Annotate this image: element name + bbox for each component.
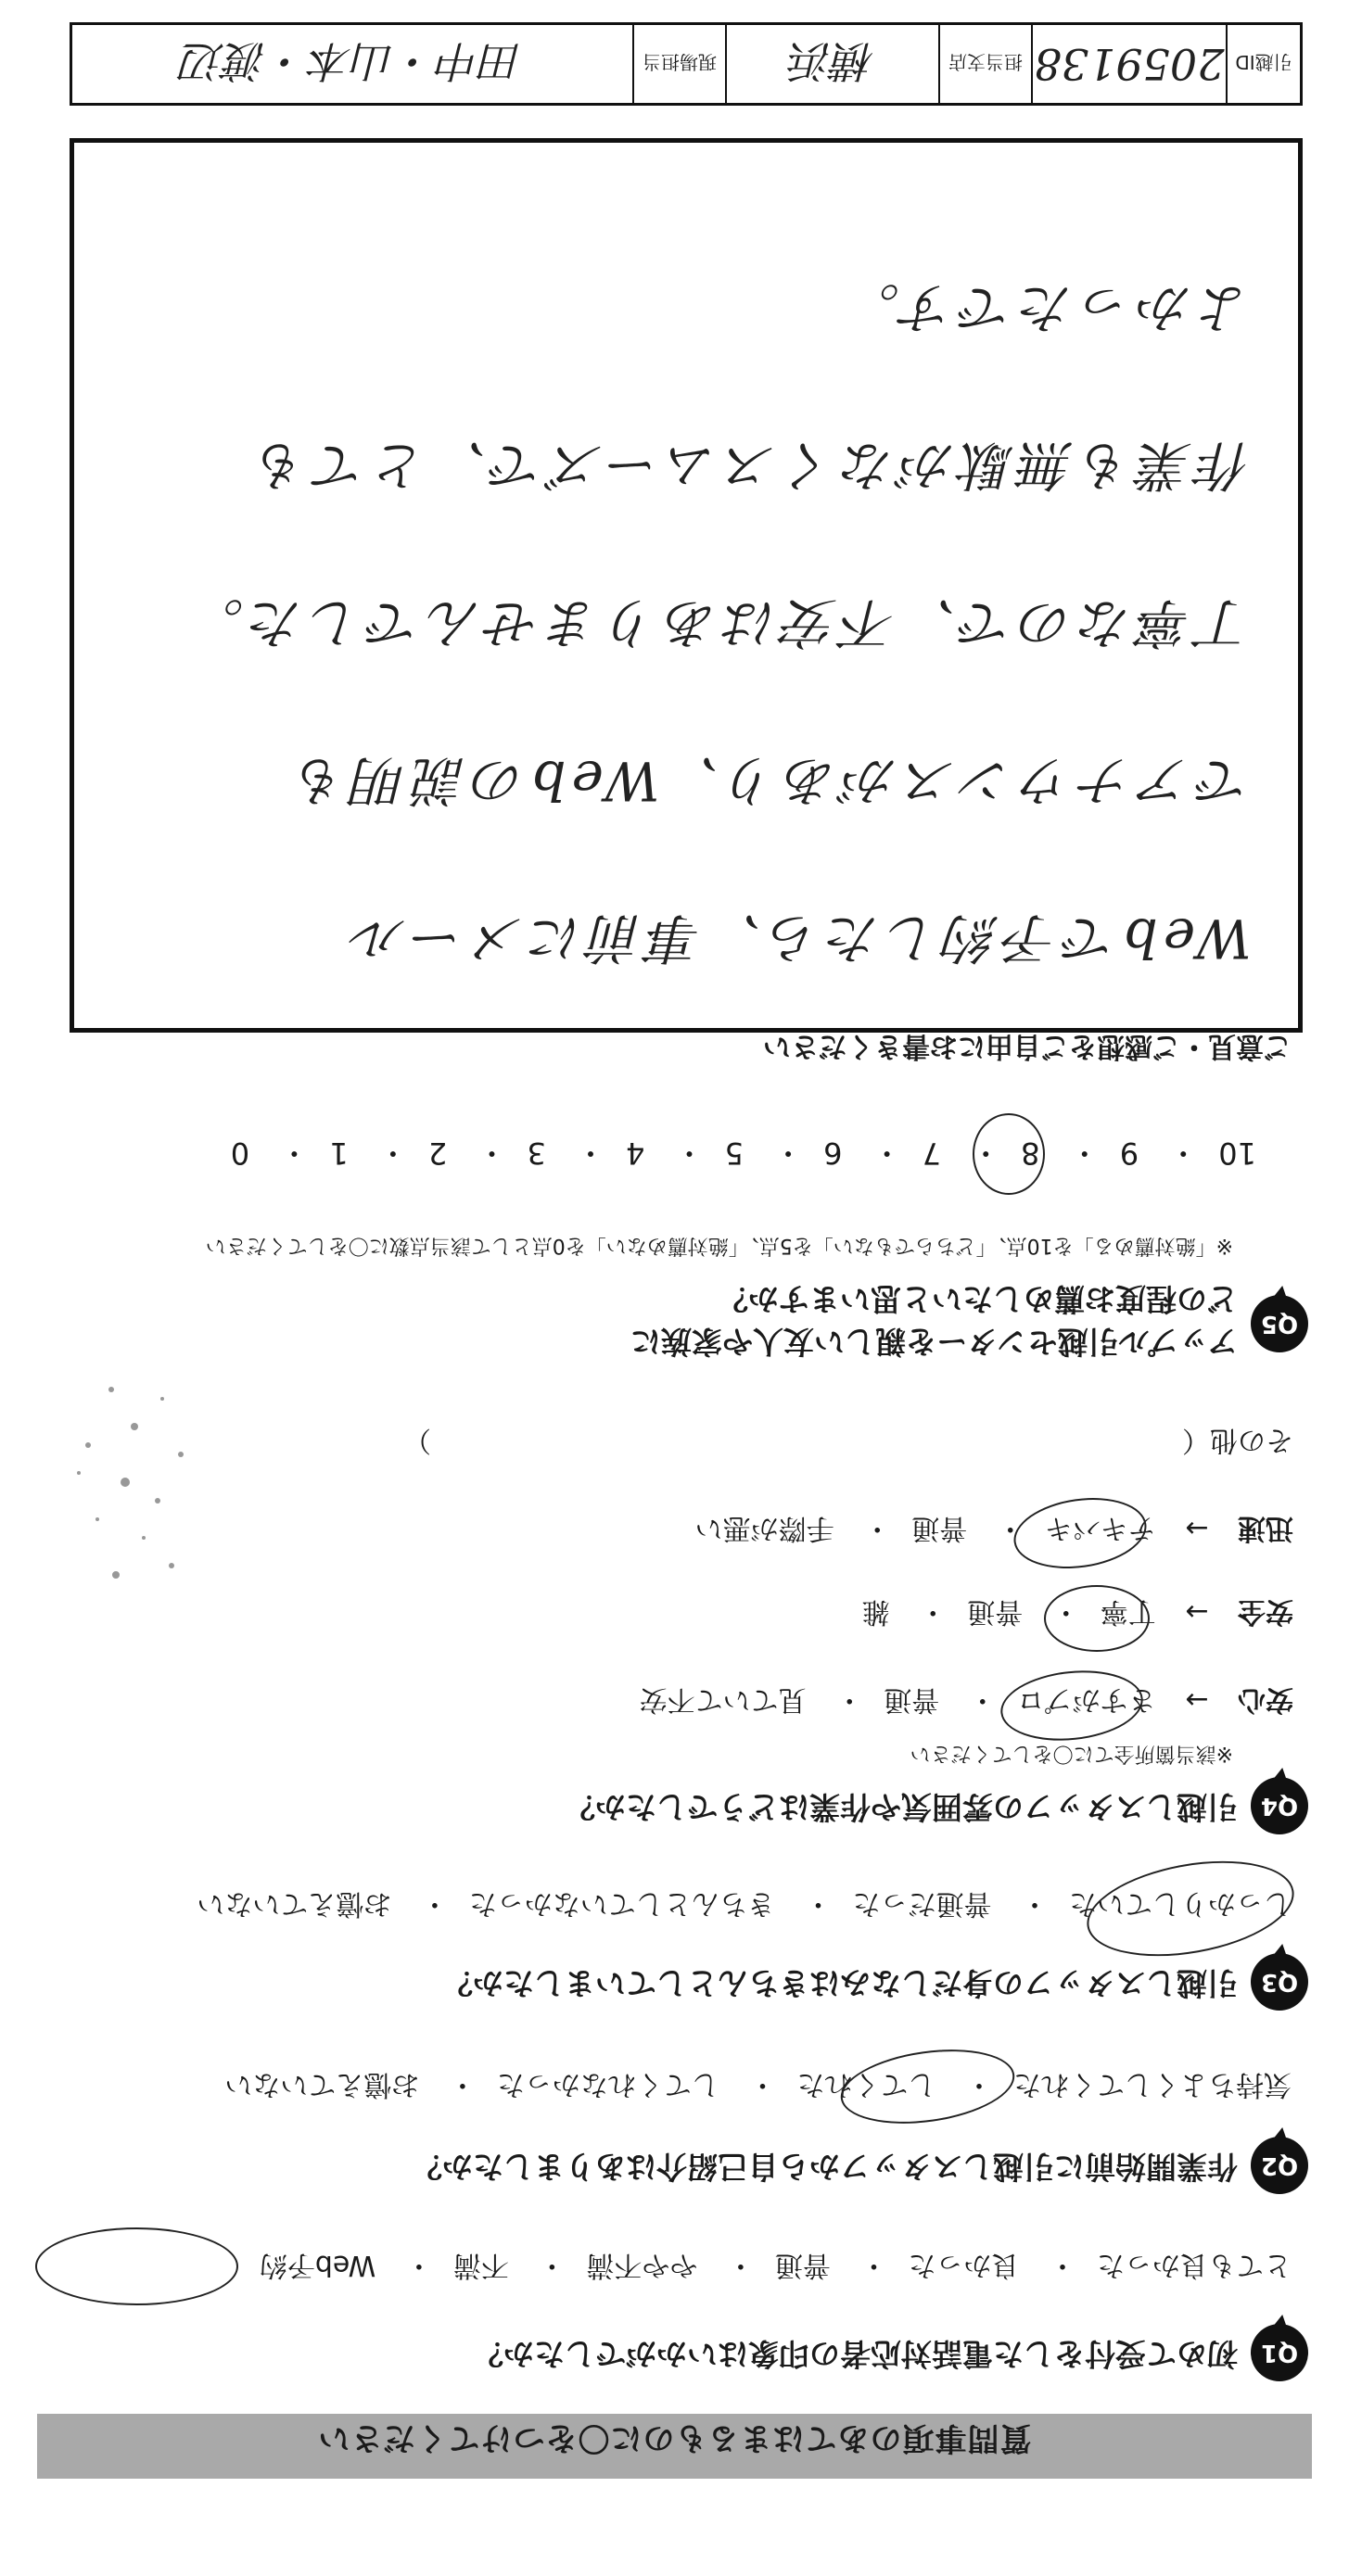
q1-option[interactable]: 良かった: [908, 2249, 1020, 2281]
q5-score[interactable]: 9: [1119, 1136, 1139, 1171]
q5-selection-circle: [973, 1113, 1045, 1195]
comment-line: でアナウンスがあり、Webの説明も: [288, 749, 1252, 812]
q3-options: しっかりしていた・ 普通だった・ きちんとしていなかった・ お憶えていない: [197, 1887, 1292, 1920]
q4-row-label: 安全: [1238, 1595, 1293, 1628]
q4-option[interactable]: 見ていて不安: [639, 1683, 807, 1716]
q5-note: ※「絶対薦める」を10点、「どちらでもない」を5点、「絶対薦めない」を0点として該当点数に〇をしてください: [205, 1234, 1233, 1257]
q5-score-selected[interactable]: 8: [1021, 1136, 1040, 1171]
q5-question-line1: アップル引越センターを親しい友人や家族に: [630, 1324, 1238, 1360]
q2-question: 作業開始前に引越しスタッフから自己紹介はありましたか？: [412, 2149, 1238, 2185]
q1-option-web[interactable]: Web予約: [259, 2249, 376, 2281]
q4-option[interactable]: 普通: [967, 1595, 1024, 1628]
staff-label-cell: 現場担当: [632, 25, 725, 103]
q5-score[interactable]: 6: [823, 1136, 843, 1171]
q4-option[interactable]: 雑: [861, 1595, 890, 1628]
q3-option[interactable]: 普通だった: [852, 1887, 992, 1920]
q4-option[interactable]: 普通: [884, 1683, 940, 1716]
q5-score[interactable]: 10: [1218, 1136, 1256, 1171]
q5-score[interactable]: 5: [724, 1136, 744, 1171]
branch-label-cell: 担当支店: [938, 25, 1031, 103]
id-label-cell: 引越ID: [1226, 25, 1300, 103]
banner-text: 質問事項のあてはまるものに〇をつけてください: [317, 2419, 1032, 2456]
q4-note: ※該当箇所全てに〇をしてください: [910, 1742, 1233, 1765]
q2-options: 気持ちよくしてくれた・ してくれた・ してくれなかった・ お憶えていない: [224, 2068, 1292, 2100]
q5-badge: Q5: [1251, 1295, 1308, 1352]
q4-badge: Q4: [1251, 1777, 1308, 1834]
q2-badge: Q2: [1251, 2137, 1308, 2194]
q3-badge: Q3: [1251, 1953, 1308, 2011]
q5-question-line2: どの程度お薦めしたいと思いますか？: [718, 1281, 1238, 1317]
q4-row-anshin: 安心 → さすがプロ・ 普通・ 見ていて不安: [639, 1683, 1293, 1716]
q1-badge: Q1: [1251, 2324, 1308, 2381]
q5-score[interactable]: 0: [230, 1136, 250, 1171]
q4-anshin-circle: [998, 1664, 1147, 1747]
q2-selection-circle: [836, 2039, 1020, 2134]
staff-value-cell: 田中・山本・渡辺: [182, 36, 523, 86]
branch-value-cell: 横浜: [725, 25, 938, 103]
q3-option[interactable]: きちんとしていなかった: [468, 1887, 775, 1920]
q4-option[interactable]: 丁寧: [1100, 1595, 1156, 1628]
q4-other: その他（ ）: [403, 1424, 1293, 1456]
q4-question: 引越しスタッフの雰囲気や作業はどうでしたか？: [565, 1789, 1238, 1825]
q2-option[interactable]: 気持ちよくしてくれた: [1013, 2068, 1292, 2100]
q5-scale: 10・ 9・ 8・ 7・ 6・ 5・ 4・ 3・ 2・ 1・ 0: [230, 1136, 1256, 1171]
q1-option[interactable]: とても良かった: [1097, 2249, 1292, 2281]
q2-option[interactable]: してくれた: [796, 2068, 936, 2100]
q2-option[interactable]: お憶えていない: [224, 2068, 420, 2100]
q5-score[interactable]: 7: [922, 1136, 941, 1171]
survey-header-table: [70, 22, 1303, 106]
scan-smudge: [51, 1362, 199, 1603]
q1-question: 初めて受付をした電話対応者の印象はいかがでしたか？: [473, 2336, 1238, 2372]
comment-line: Webで予約したら、事前にメール: [347, 907, 1252, 970]
q1-option[interactable]: 不満: [452, 2249, 509, 2281]
q4-option[interactable]: 手際が悪い: [694, 1512, 834, 1544]
q4-option[interactable]: 普通: [911, 1512, 968, 1544]
q4-row-label: 迅速: [1238, 1512, 1293, 1544]
q4-option[interactable]: テキパキ: [1044, 1512, 1156, 1544]
q3-question: 引越しスタッフの身だしなみはきちんとしていましたか？: [442, 1965, 1238, 2001]
q1-option[interactable]: やや不満: [586, 2249, 698, 2281]
id-value-cell: 2059138: [1031, 25, 1226, 103]
comment-line: よかったです。: [840, 276, 1252, 339]
q4-anzen-circle: [1044, 1585, 1150, 1652]
q1-options: とても良かった・ 良かった・ 普通・ やや不満・ 不満・ Web予約: [259, 2249, 1292, 2281]
q5-score[interactable]: 3: [527, 1136, 546, 1171]
q3-option[interactable]: しっかりしていた: [1069, 1887, 1292, 1920]
q4-option[interactable]: さすがプロ: [1016, 1683, 1156, 1716]
q3-option[interactable]: お憶えていない: [197, 1887, 392, 1920]
comment-line: 丁寧なので、不安はありませんでした。: [185, 591, 1252, 654]
q5-score[interactable]: 2: [427, 1136, 448, 1171]
q5-score[interactable]: 1: [329, 1136, 349, 1171]
q1-selection-circle: [35, 2227, 238, 2305]
comments-heading: ご意見・ご感想をご自由にお書きください: [763, 1030, 1292, 1062]
comments-box[interactable]: [70, 138, 1303, 1033]
q4-row-anzen: 安全 → 丁寧・ 普通・ 雑: [861, 1595, 1293, 1628]
instruction-banner: [37, 2414, 1312, 2479]
q4-row-label: 安心: [1238, 1683, 1293, 1716]
comment-line: 作業も無駄がなくスムーズで、とても: [248, 434, 1252, 497]
q5-score[interactable]: 4: [626, 1136, 645, 1171]
q4-jinsoku-circle: [1010, 1490, 1152, 1576]
q2-option[interactable]: してくれなかった: [496, 2068, 719, 2100]
q3-selection-circle: [1079, 1846, 1301, 1971]
q4-row-jinsoku: 迅速 → テキパキ・ 普通・ 手際が悪い: [694, 1512, 1293, 1544]
q1-option[interactable]: 普通: [774, 2249, 831, 2281]
